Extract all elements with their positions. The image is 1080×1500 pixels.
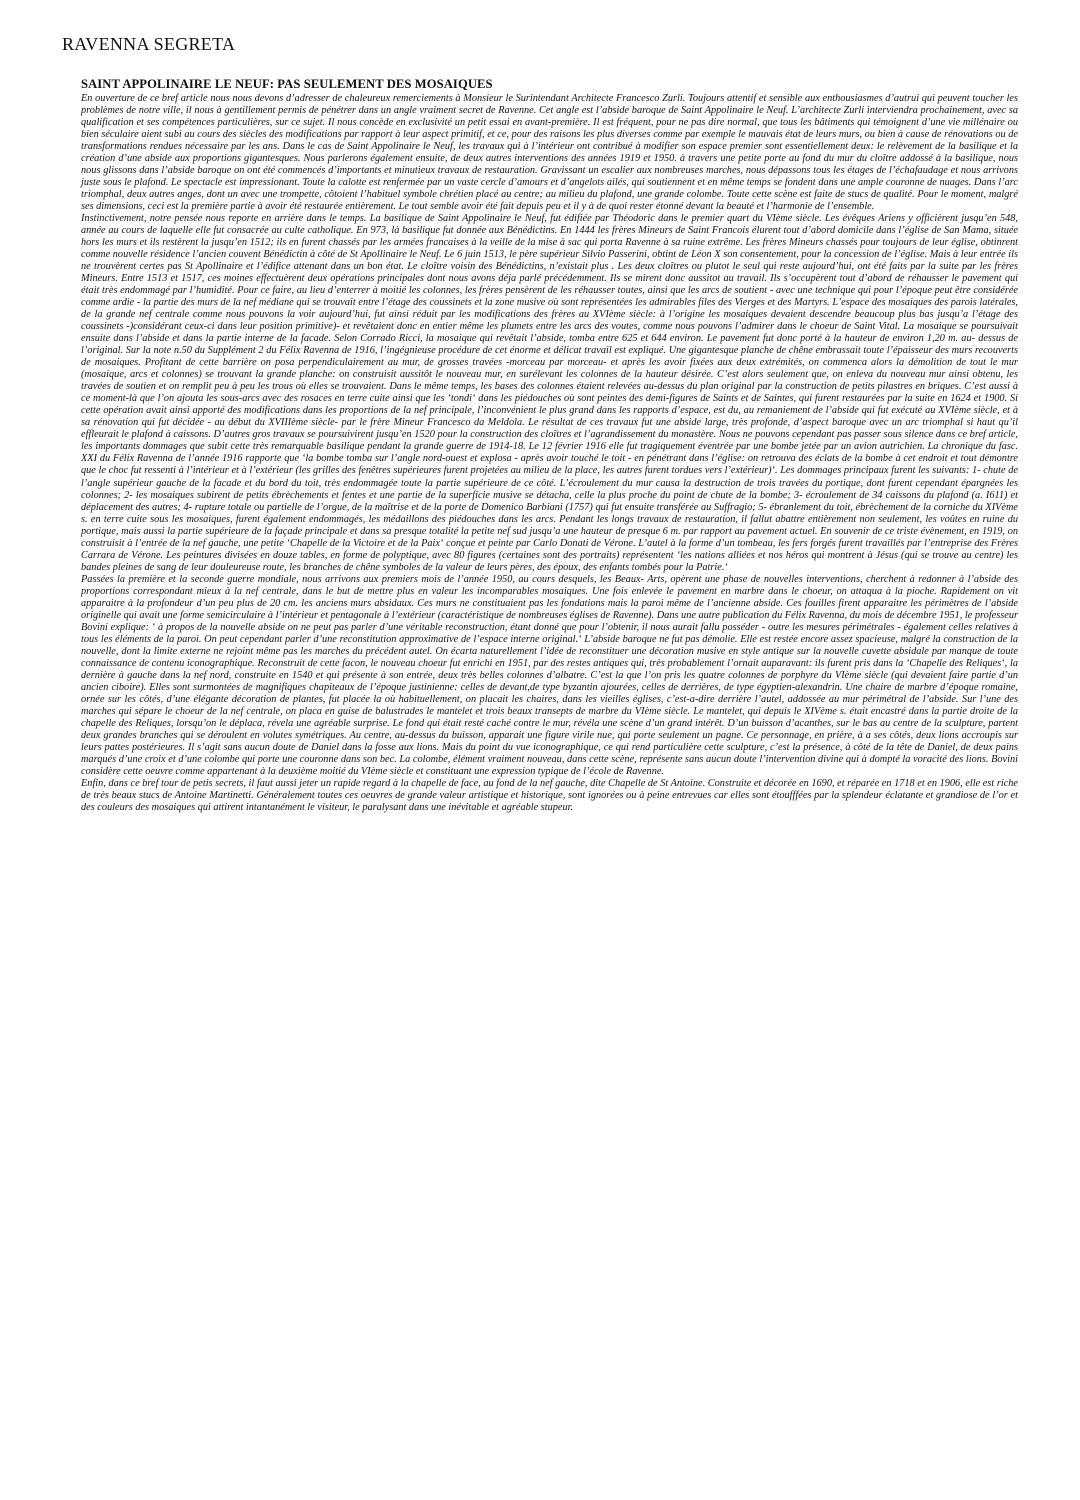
paragraph: Enfin, dans ce bref tour de petis secrets, il faut aussi jeter un rapide regard à la chapelle de face, au fond de la nef gauche, dite Chapelle de St Antoine. Construite et décorée en 1690, et réparée en 1718 et en 1906, elle est riche de très beaux stucs de Antoine Martinetti. Généralement toutes ces oeuvres de grande valeur artistique et historique, sont ignorées ou à peine entrevues car elles sont étoufffées par la splendeur éclatante et grandiose de l’or et des couleurs des mosaiques qui attirent intantanément le visiteur, le paralysant dans une inévitable et agréable stupeur.	[81, 777, 1018, 813]
article-body	[81, 93, 1018, 814]
paragraph: En ouverture de ce bref article nous nous devons d’adresser de chaleureux remerciements à Monsieur le Surintendant Architecte Francesco Zurli. Toujours attentif et sensible aux enthousiasmes d’autrui qui peuvent toucher les problèmes de notre ville, il nous à gentillement permis de pénétrer dans un angle vraiment secret de Ravenne. Cet angle est l’abside baroque de Saint Appolinaire le Neuf. L’architecte Zurli interviendra prochainement, avec sa qualification et ses compétences particulières, sur ce sujet. Il nous concède en exclusivité un petit essai en avant-première. Il est fréquent, pour ne pas dire normal, que tous les bâtiments qui témoignent d’une vie millénaire ou bien séculaire aient subi au cours des siècles des modifications par rapport à leur aspect primitif, et ce, pour des raisons les plus diverses comme par exemple le mauvais état de leurs murs, ou bien à cause de rénovations ou de transformations rendues nécessaire par les ans. Dans le cas de Saint Appolinaire le Neuf, les travaux qui à l’intérieur ont contribué à modifier son espace premier sont essentiellement deux: le relèvement de la basilique et la création d’une abside aux proportions gigantesques. Nous parlerons également ensuite, de deux autres interventions des années 1919 et 1950. à travers une petite porte au fond du mur du cloître addossé à la basilique, nous nous glissons dans l’abside baroque on ont été commencés d’importants et minutieux travaux de restauration. Gravissant un escalier aux nombreuses marches, nous dépassons tous les étages de l’échafaudage et nous arrivons juste sous le plafond. Le spectacle est impressionant. Toute la calotte est renfermée par un vaste cercle d’amours et d’angelots ailés, qui soutiennent et en même temps se fondent dans une ample couronne de nuages. Dans l’arc triomphal, deux autres anges, dont un avec une trompette, côtoient l’habituel symbole chrétien placé au centre; au milieu du plafond, une grande colombe. Toute cette scène est faite de stucs de qualité. Pour le moment, malgré ses dimensions, ceci est la première partie à avoir été restaurée entièrement. Le tout semble avoir été fait depuis peu et il y à de quoi rester étonné devant la beauté et l’harmonie de l’ensemble.	[81, 93, 1018, 213]
paragraph: Instinctivement, notre pensée nous reporte en arrière dans le temps. La basilique de Saint Appolinaire le Neuf, fut édifiée par Théodoric dans le premier quart du VIème siècle. Les évêques Ariens y officièrent jusqu’en 548, année au cours de laquelle elle fut consacrée au culte catholique. En 973, là basilique fut donnée aux Bénédictins. En 1444 les frères Mineurs de Saint Francois élurent tout d’abord domicile dans l’église de San Mama, située hors les murs et ils restèrent la jusqu’en 1512; ils en furent chassés par les armées francaises à la veille de la mise à sac qui porta Ravenne à sa ruine extrême. Les frères Mineurs chassés pour toujours de leur église, obtinrent comme nouvelle résidence l’ancien couvent Bénédictin à côté de St Apollinaire le Neuf. Le 6 juin 1513, le père supérieur Silvio Passerini, obtint de Léon X son consentement, pour la concession de l’église. Mais à leur entrée ils ne trouvèrent certes pas St Apollinaire et l’édifice attenant dans un bon état. Le cloître voisin des Bénédictins, n’existait plus . Les deux cloîtres ou plutot le seul qui reste aujourd’hui, ont été faits par la suite par les frères Mineurs. Entre 1513 et 1517, ces moines effectuèrent deux opérations principales dont nous avons déja parlé précédemment. Ils se mirent donc aussitot au travail. Ils s’occupèrent tout d’abord de réhausser le pavement qui était très endommagé par l’humidité. Pour ce faire, au lieu d’enterrer à moitié les colonnes, les frères pensèrent de les réhausser toutes, ainsi que les arcs de soutient - avec une technique qui pour l’époque peut être considérée comme ardie - la partie des murs de la nef médiane qui se trouvait entre l’étage des coussinets et la zone musive où sont représentées les admirables files des Vierges et des Martyrs. L’espace des mosaiques des parois latérales, de la grande nef centrale comme nous pouvons la voir aujourd’hui, fut ainsi réduit par les modifications des frères au XVIème siècle: à l’origine les mosaiques devaient descendre beaucoup plus bas jusqu’a l’étage des coussinets -)considérant ceux-ci dans leur position primitive)- et revêtaient donc en entier même les plumets entre les arcs des voutes, comme nous pouvons l’admirer dans le choeur de Saint Vital. La mosaique se poursuivait ensuite dans l’abside et dans la partie interne de la facade. Selon Corrado Ricci, la mosaique qui revêtait l’abside, tomba entre 625 et 644 environ. Le pavement fut donc porté à la hauteur de environ 1,20 m. au- dessus de l’original. Sur la note n.50 du Supplément 2 du Félix Ravenna de 1916, l’ingégnieuse procédure de cet énorme et délicat travail est expliqué. Une gigantesque planche de chêne embrassait toute l’épaisseur des murs recouverts de mosaiques. Profitant de cette barrière on posa perpendiculairement au mur, de grosses travées -morceau par morceau- et après les avoir fixées aux deux extrémités, on commenca alors la démolition de tout le mur (mosaique, arcs et colonnes) se trouvant la grande planche: on construisit aussitôt le nouveau mur, en surélevant les colonnes de la hauteur désirée. C’est alors seulement que, on enleva du nouveau mur ainsi obtenu, les travées de soutien et on remplit peu à peu les trous où elles se trouvaient. Dans le même temps, les bases des colonnes étaient relevées au-dessus du plan original par la construction de petits pilastres en briques. C’est aussi à ce moment-là que l’on ajouta les sous-arcs avec des rosaces en terre cuite ainsi que les ‘tondi‘ dans les piédouches où sont peintes des demi-figures de Saints et de Saintes, qui furent restaurées par la suite en 1624 et 1900. Si cette opération avait ainsi apporté des modifications dans les proportions de la nef principale, l’inconvénient le plus grand dans les rapports d’espace, est du, au remaniement de l’abside qui fut exécuté au XVIème siècle, et à sa rénovation qui fut décidée - au début du XVIIIème siècle- par le frère Mineur Francesco da Meldola. Le résultat de ces travaux fut une abside large, très profonde, d’aspect baroque avec un arc triomphal si haut qu’il effleurait le plafond à caissons. D’autres gros travaux se poursuivirent jusqu’en 1520 pour la construction des cloîtres et l’agrandissement du monastère. Nous ne pouvons cependant pas passer sous silence dans ce bref article, les importants dommages que subit cette très remarquable basilique pendant la grande guerre de 1914-18. Le 12 février 1916 elle fut tragiquement éventrée par une bombe jetée par un avion autrichien. La chronique du fasc. XXI du Félix Ravenna de l’année 1916 rapporte que ‘la bombe tomba sur l’angle nord-ouest et explosa - après avoir touché le toit - en pénétrant dans l’église: on retrouva des éclats de la bombe à cet endroit et tout démontre que le choc fut ressenti à l’intérieur et à l’extérieur (les grilles des fenêtres supérieures furent projetées au milieu de la place, les autres furent tordues vers l’extérieur)‘. Les dommages principaux furent les suivants: 1- chute de l’angle supérieur gauche de la facade et du bord du toit, très endommagée toute la partie supérieure de ce côté. L’écroulement du mur causa la destruction de trois travées du portique, dont furent cependant épargnées les colonnes; 2- les mosaiques subirent de petits ébrèchements et fentes et une partie de la superficie musive se détacha, celle la plus proche du point de chute de la bombe; 3- écroulement de 34 caissons du plafond (a. I611) et déplacement des autres; 4- rupture totale ou partielle de l’orgue, de la maîtrise et de la porte de Domenico Barbiani (1757) qui fut ensuite transférée au Suffragio; 5- ébranlement du toit, ébrèchement de la corniche du XIVème s. en terre cuite sous les mosaiques, furent également endommagés, les médaillons des piédouches dans les arcs. Pendant les longs travaux de restauration, il fallut abattre entièrement non seulement, les voûtes en ruine du portique, mais aussi la partie supérieure de la façade principale et dans sa presque totalité la petite nef sud jusqu’a une hauteur de presque 6 m. par rapport au pavement actuel. En souvenir de ce triste évènement, en 1919, on construisit à l’entrée de la nef gauche, une petite ‘Chapelle de la Victoire et de la Paix‘ conçue et peinte par Carlo Donati de Vérone. L’autel à la forme d’un tombeau, les fers forgés furent travaillés par l’entreprise des Frères Carrara de Vérone. Les peintures divisées en douze tables, en forme de polyptique, avec 80 figures (certaines sont des portraits) représentent ‘les nations alliées et nos héros qui montrent à Jésus (qui se trouve au centre) les bandes pleines de sang de leur douleureuse route, les branches de chêne symboles de la valeur de leurs pères, des époux, des enfants tombés pour la Patrie.‘	[81, 213, 1018, 573]
article-title: SAINT APPOLINAIRE LE NEUF: PAS SEULEMENT DES MOSAIQUES	[81, 77, 493, 91]
page	[62, 34, 1018, 814]
paragraph: Passées la première et la seconde guerre mondiale, nous arrivons aux premiers mois de l’année 1950, au cours desquels, les Beaux- Arts, opèrent une phase de nouvelles interventions, cherchent à redonner à l’abside des proportions correspondant mieux à la nef centrale, dans le but de mettre plus en valeur les incomparables mosaiques. Une fois enlevée le pavement en marbre dans le choeur, on attaqua à la pioche. Rapidement on vit apparaitre à la profondeur d’un peu plus de 20 cm. les anciens murs absidaux. Ces murs ne constituaient pas les fondations mais la paroi même de l’ancienne abside. Ces fouilles firent apparaitre les périmètres de l’abside originelle qui avait une forme semicirculaire à l’intérieur et pentagonale à l’extérieur (caractéristique de nombreuses églises de Ravenne). Dans une autre publication du Félix Ravenna, du mois de décembre 1951, le professeur Bovini explique: ‘ à propos de la nouvelle abside on ne peut pas parler d’une véritable reconstruction, étant donné que pour l’obtenir, il nous aurait fallu posséder - outre les mesures périmétrales - également celles relatives à tous les éléments de la paroi. On peut cependant parler d’une reconstitution approximative de l’espace interne original.‘ L’abside baroque ne fut pas démolie. Elle est restée encore assez spacieuse, malgré la construction de la nouvelle, dont la limite externe ne rejoint même pas les marches du précédent autel. On écarta naturellement l’idée de reconstituer une décoration musive en style antique sur la nouvelle cuvette absidale par manque de toute connaissance de contenu iconographique. Reconstruit de cette facon, le nouveau choeur fut enrichi en 1951, par des restes antiques qui, très probablement l’ornait auparavant: ils furent pris dans la ‘Chapelle des Reliques‘, la dernière à gauche dans la nef nord, construite en 1540 et qui présente à son entrée, deux très belles colonnes d’albatre. C’est la que l’on pris les quatre colonnes de porphyre du VIème siècle (qui devaient faire partie d’un ancien ciboire). Elles sont surmontées de magnifiques chapiteaux de l’époque justinienne: celles de devant,de type byzantin ajourées, celles de derrières, de type égyptien-alexandrin. Une chaire de marbre d’époque romaine, ornée sur les côtés, d’une élégante décoration de plantes, fut placée la où habituellement, on placait les chaires, dans les vieilles églises, c’est-a-dire derrière l’autel, addossée au mur périmétral de l’abside. Sur l’une des marches qui sépare le choeur de la nef centrale, on placa en guise de balustrades le mantelet et trois beaux transepts de marbre du VIème siècle. Le mantelet, qui depuis le XIVème s. était encastré dans la partie droite de la chapelle des Reliques, lorsqu’on le déplaca, révela une agréable surprise. Le fond qui était resté caché contre le mur, révéla une scène d’un grand intérêt. D’un buisson d’acanthes, sur le bas au centre de la sculpture, partent deux grandes branches qui se déroulent en volutes symétriques. Au centre, au-dessus du buisson, apparait une figure virile nue, qui porte seulement un pagne. Ce personnage, en prière, à a ses côtés, deux lions accroupis sur leurs pattes postérieures. Il s’agit sans aucun doute de Daniel dans la fosse aux lions. Mais du point du vue iconographique, ce qui rend particulière cette sculpture, c’est la présence, à côté de la tête de Daniel, de deux pains marqués d’une croix et d’une colombe qui porte une couronne dans son bec. La colombe, élément vraiment nouveau, dans cette scène, représente sans aucun doute l’intervention divine qui à dompté la voracité des lions. Bovini considère cette oeuvre comme appartenant à la deuxième moitié du VIème siècle et constituant une expression typique de l’école de Ravenne.	[81, 573, 1018, 777]
running-header: RAVENNA SEGRETA	[62, 34, 236, 54]
